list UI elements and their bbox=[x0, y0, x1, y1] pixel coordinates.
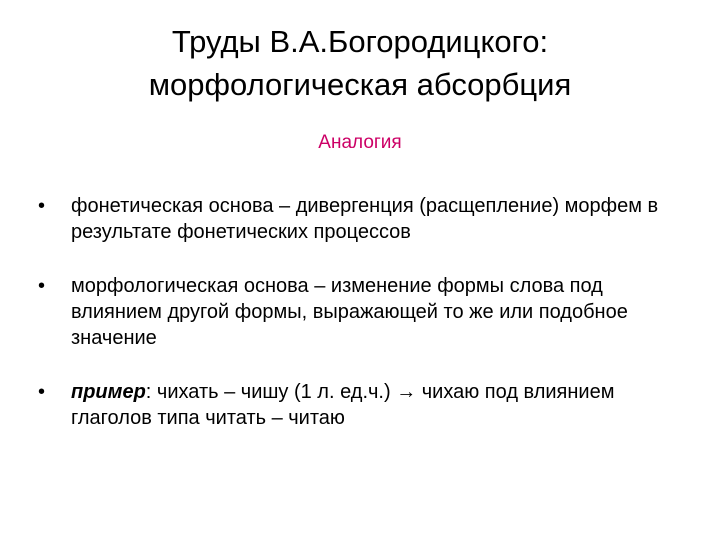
title-line-1: Труды В.А.Богородицкого: bbox=[171, 24, 549, 59]
bullet-text-after-arrow: чихаю под влиянием глаголов типа читать – читаю bbox=[71, 381, 615, 429]
arrow-right-icon: → bbox=[396, 381, 417, 403]
bullet-dot-icon: • bbox=[38, 381, 46, 403]
bullet-text: морфологическая основа – изменение формы слова под влиянием другой формы, выражающей то же или подобное значение bbox=[71, 275, 628, 349]
bullet-dot-icon: • bbox=[38, 275, 46, 297]
bullet-item bbox=[38, 193, 698, 245]
slide-title bbox=[60, 20, 660, 106]
bullet-item bbox=[38, 379, 698, 431]
bullet-item bbox=[38, 273, 698, 351]
slide-subtitle: Аналогия bbox=[318, 132, 402, 153]
bullet-dot-icon: • bbox=[38, 195, 46, 217]
title-line-2: морфологическая абсорбция bbox=[148, 67, 572, 102]
bullet-list bbox=[38, 193, 698, 431]
bullet-emphasis: пример bbox=[71, 381, 146, 403]
bullet-text-before-arrow: : чихать – чишу (1 л. ед.ч.) bbox=[145, 381, 397, 403]
bullet-text: фонетическая основа – дивергенция (расщепление) морфем в результате фонетических процессов bbox=[71, 195, 659, 243]
